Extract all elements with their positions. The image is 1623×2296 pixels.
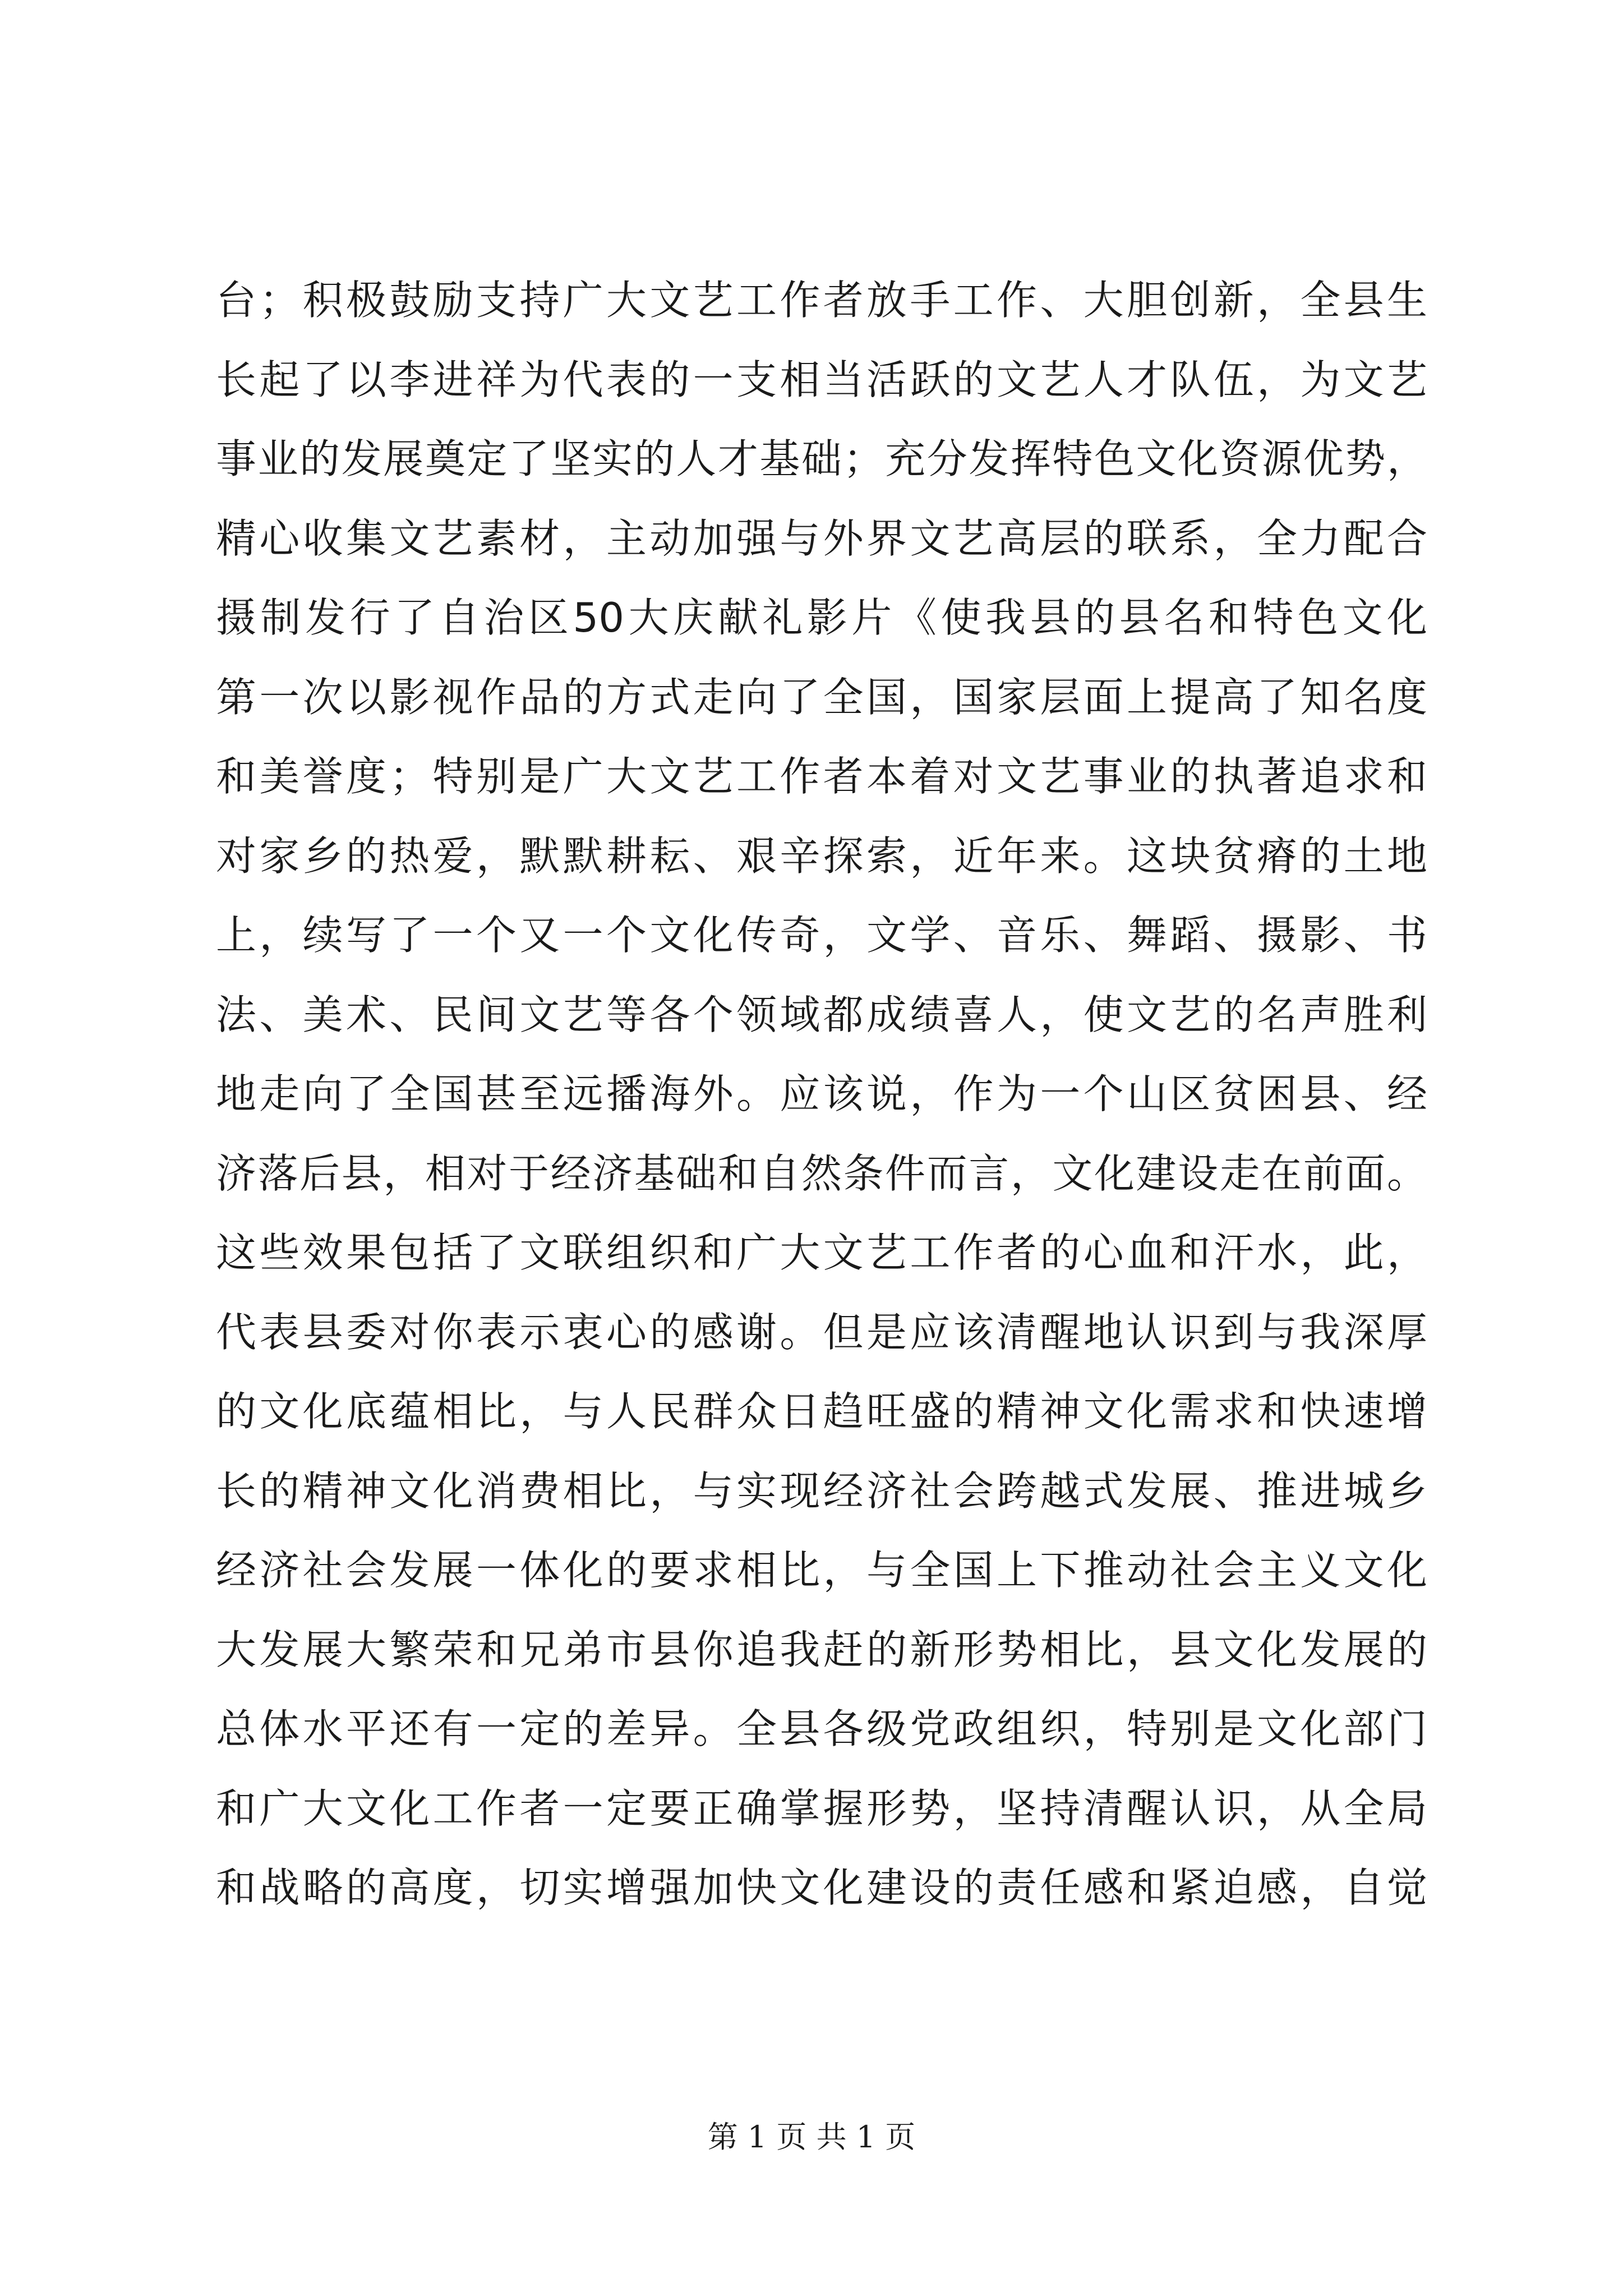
text-line: 摄制发行了自治区50大庆献礼影片《使我县的县名和特色文化	[216, 594, 1427, 641]
text-line: 这些效果包括了文联组织和广大文艺工作者的心血和汗水，此，	[216, 1229, 1427, 1276]
text-line: 经济社会发展一体化的要求相比，与全国上下推动社会主义文化	[216, 1547, 1427, 1594]
text-line: 和美誉度；特别是广大文艺工作者本着对文艺事业的执著追求和	[216, 753, 1427, 800]
body-text	[216, 261, 1427, 1928]
text-line: 法、美术、民间文艺等各个领域都成绩喜人，使文艺的名声胜利	[216, 991, 1427, 1038]
text-line: 第一次以影视作品的方式走向了全国，国家层面上提高了知名度	[216, 673, 1427, 721]
text-line: 长的精神文化消费相比，与实现经济社会跨越式发展、推进城乡	[216, 1467, 1427, 1515]
text-line: 地走向了全国甚至远播海外。应该说，作为一个山区贫困县、经	[216, 1070, 1427, 1117]
text-line: 台；积极鼓励支持广大文艺工作者放手工作、大胆创新，全县生	[216, 277, 1427, 324]
text-line: 的文化底蕴相比，与人民群众日趋旺盛的精神文化需求和快速增	[216, 1388, 1427, 1435]
text-line: 事业的发展奠定了坚实的人才基础；充分发挥特色文化资源优势，	[216, 435, 1427, 482]
text-line: 和战略的高度，切实增强加快文化建设的责任感和紧迫感，自觉	[216, 1864, 1427, 1911]
text-line: 上，续写了一个又一个文化传奇，文学、音乐、舞蹈、摄影、书	[216, 912, 1427, 959]
page-footer: 第 1 页 共 1 页	[707, 2119, 916, 2155]
text-line: 和广大文化工作者一定要正确掌握形势，坚持清醒认识，从全局	[216, 1784, 1427, 1832]
text-line: 长起了以李进祥为代表的一支相当活跃的文艺人才队伍，为文艺	[216, 356, 1427, 403]
text-line: 总体水平还有一定的差异。全县各级党政组织，特别是文化部门	[216, 1705, 1427, 1752]
text-line: 大发展大繁荣和兄弟市县你追我赶的新形势相比，县文化发展的	[216, 1626, 1427, 1673]
text-line: 济落后县，相对于经济基础和自然条件而言，文化建设走在前面。	[216, 1149, 1427, 1197]
text-line: 对家乡的热爱，默默耕耘、艰辛探索，近年来。这块贫瘠的土地	[216, 832, 1427, 880]
text-line: 代表县委对你表示衷心的感谢。但是应该清醒地认识到与我深厚	[216, 1308, 1427, 1356]
text-line: 精心收集文艺素材，主动加强与外界文艺高层的联系，全力配合	[216, 514, 1427, 562]
